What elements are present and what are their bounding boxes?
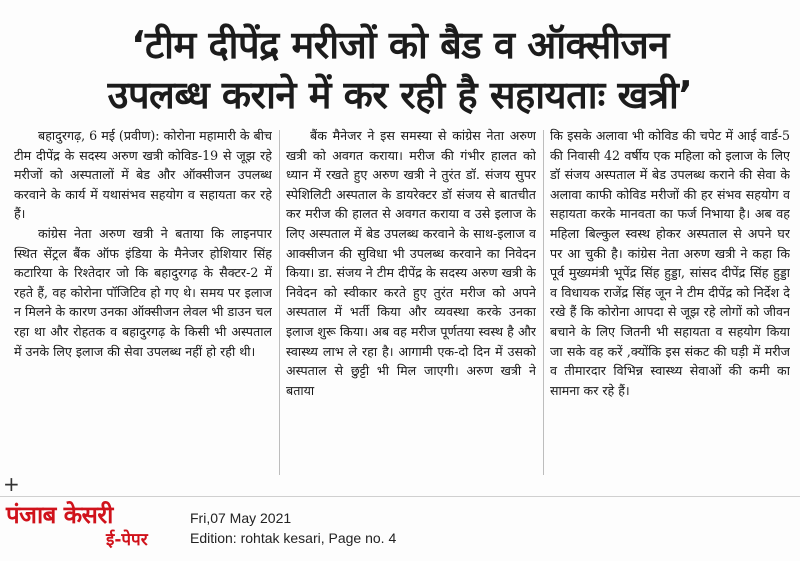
paragraph: कांग्रेस नेता अरुण खत्री ने बताया कि लाइनपार स्थित सेंट्रल बैंक ऑफ इंडिया के मैनेजर होशियार सिंह कटारिया के रिश्तेदार जो कि बहादुरगढ़ के सैक्टर-2 में रहते हैं, वह कोरोना पॉजिटिव हो गए थे। समय पर इलाज न मिलने के कारण उनका ऑक्सीजन लेवल भी डाउन चल रहा था और रोहतक व बहादुरगढ़ के किसी भी अस्पताल में उनके लिए इलाज की सेवा उपलब्ध नहीं हो रही थी।: [14, 225, 272, 359]
edition-date: Fri,07 May 2021: [190, 510, 292, 526]
punjab-kesari-logo: [6, 500, 176, 552]
headline-line-2: उपलब्ध कराने में कर रही है सहायताः खत्री’: [107, 73, 693, 117]
edition-info: [190, 508, 396, 548]
column-divider: [543, 130, 544, 475]
article-column-2: [286, 126, 536, 476]
paragraph: बहादुरगढ़, 6 मई (प्रवीण): कोरोना महामारी के बीच टीम दीपेंद्र के सदस्य अरुण खत्री कोविड-19 से जूझ रहे मरीजों को अस्पतालों में बेड और ऑक्सीजन उपलब्ध करवाने के कार्य में यथासंभव सहयोग व सहायता कर रहे हैं।: [14, 128, 272, 222]
article-body: [14, 126, 790, 476]
crosshair-icon[interactable]: +: [3, 472, 20, 496]
paragraph: बैंक मैनेजर ने इस समस्या से कांग्रेस नेता अरुण खत्री को अवगत कराया। मरीज की गंभीर हालत को ध्यान में रखते हुए अरुण खत्री ने तुरंत डॉ. संजय सुपर स्पेशिलिटी अस्पताल के डायरेक्टर डॉ संजय से बातचीत कर मरीज की हालत से अवगत कराया व उसे इलाज के लिए अस्पताल में बेड उपलब्ध करवाने के साथ-इलाज व आक्सीजन की सुविधा भी उपलब्ध करवाने का निवेदन किया। डा. संजय ने टीम दीपेंद्र के सदस्य अरुण खत्री के निवेदन को स्वीकार करते हुए तुरंत मरीज को अपने अस्पताल में भर्ती किया और व्यवस्था करके उनका इलाज शुरू किया। अब वह मरीज पूर्णतया स्वस्थ है और स्वास्थ्य लाभ ले रहा है। आगामी एक-दो दिन में उसको अस्पताल से छुट्टी भी मिल जाएगी। अरुण खत्री ने बताया: [286, 128, 536, 398]
article-column-1: [14, 126, 272, 476]
article-headline: [4, 20, 796, 120]
headline-line-1: ‘टीम दीपेंद्र मरीजों को बैड व ऑक्सीजन: [131, 23, 669, 67]
column-divider: [279, 130, 280, 475]
footer-divider: [0, 496, 800, 497]
edition-page: Edition: rohtak kesari, Page no. 4: [190, 530, 397, 546]
logo-epaper-label: ई-पेपर: [106, 530, 148, 550]
logo-wordmark: पंजाब केसरी: [6, 501, 113, 529]
article-column-3: [550, 126, 790, 476]
paragraph: कि इसके अलावा भी कोविड की चपेट में आई वार्ड-5 की निवासी 42 वर्षीय एक महिला को इलाज के लिए डॉ संजय अस्पताल में बेड उपलब्ध कराने की सेवा के अलावा काफी कोविड मरीजों की हर संभव सहयोग व सहायता करके मानवता का फर्ज निभाया है। अब वह महिला बिल्कुल स्वस्थ होकर अस्पताल से अपने घर पर आ चुकी है। कांग्रेस नेता अरुण खत्री ने कहा कि पूर्व मुख्यमंत्री भूपेंद्र सिंह हुड्डा, सांसद दीपेंद्र सिंह हुड्डा व विधायक राजेंद्र सिंह जून ने टीम दीपेंद्र को निर्देश दे रखे हैं कि कोरोना आपदा से जूझ रहे लोगों को जीवन बचाने के लिए जितनी भी सहायता व सहयोग किया जा सके वह करें ,क्योंकि इस संकट की घड़ी में मरीज व तीमारदार विभिन्न स्वास्थ्य सेवाओं की कमी का सामना कर रहे हैं।: [550, 128, 790, 398]
